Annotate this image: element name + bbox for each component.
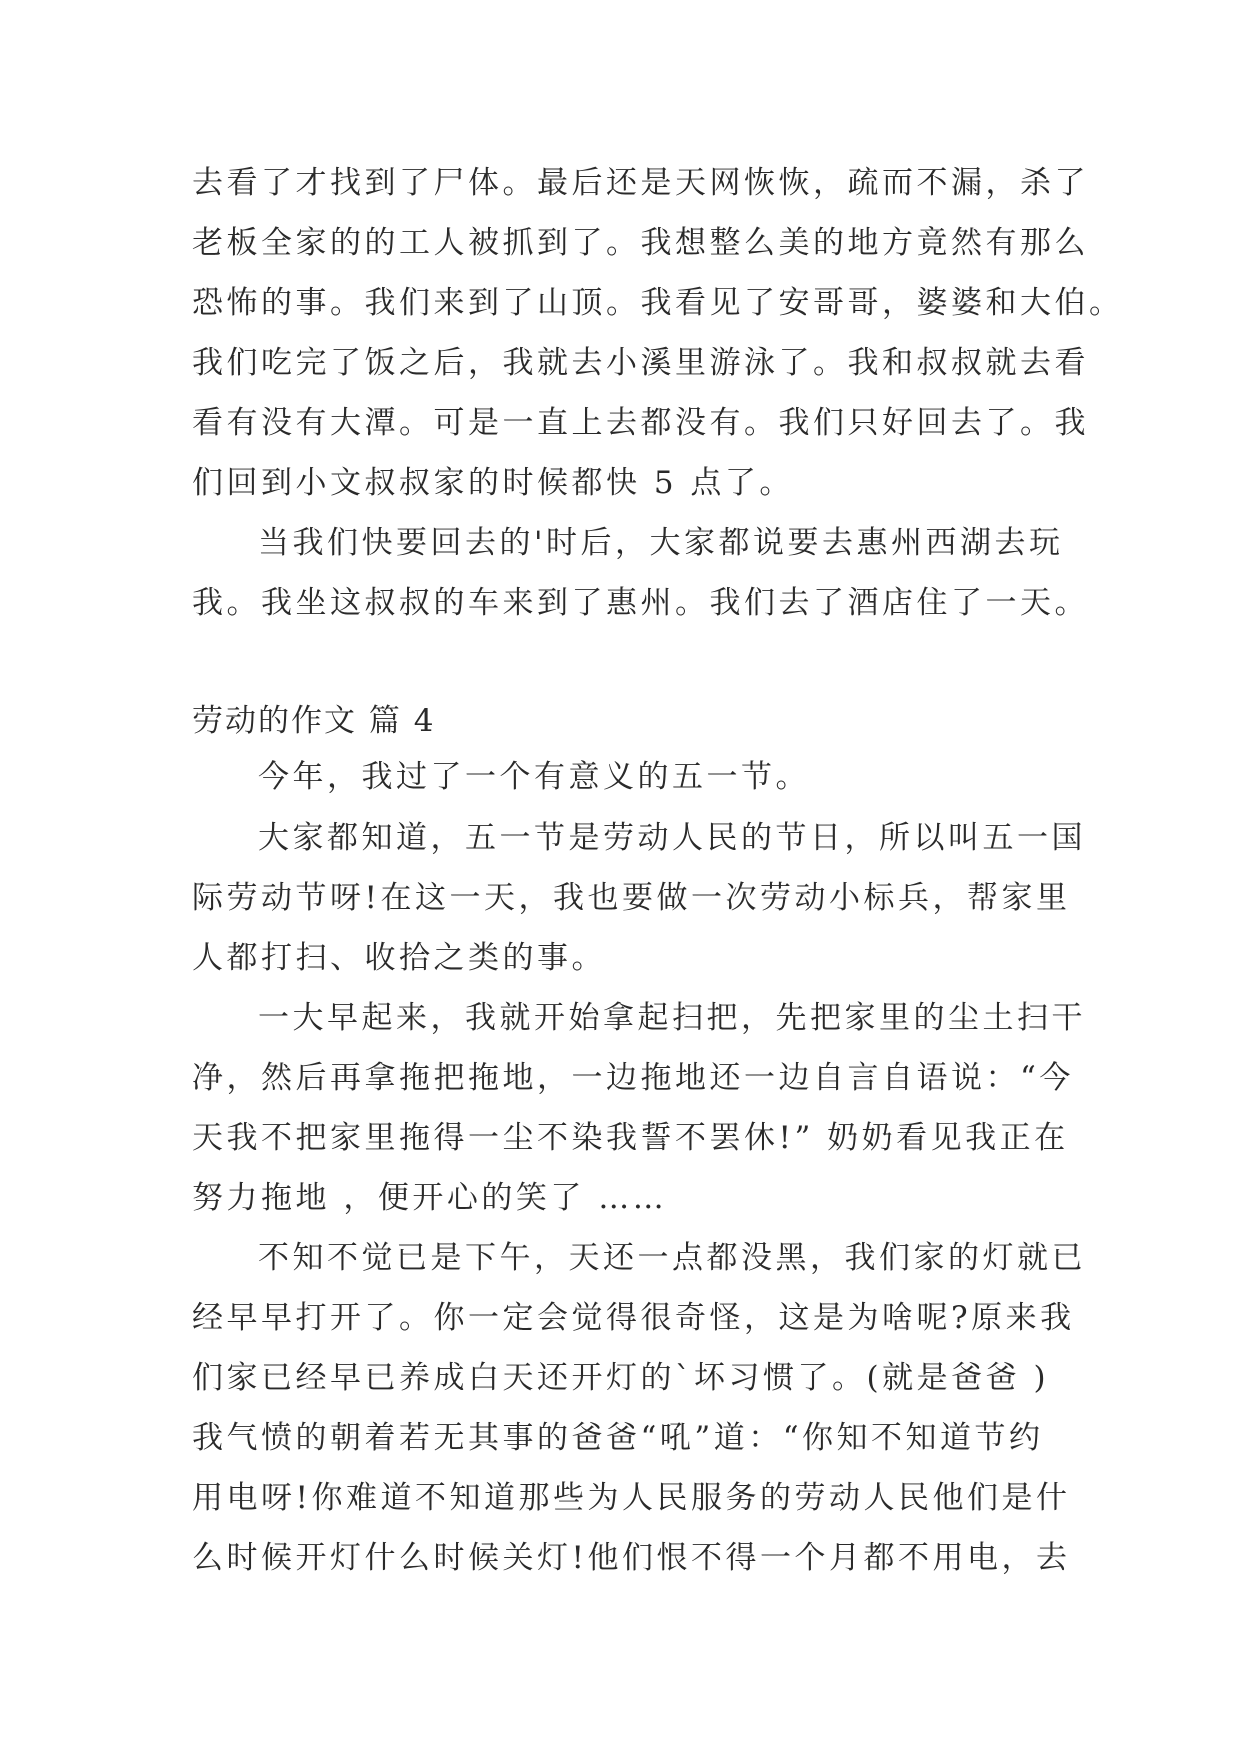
paragraph-line: 去看了才找到了尸体。最后还是天网恢恢，疏而不漏，杀了	[192, 165, 1089, 201]
paragraph-line: 努力拖地 ，便开心的笑了 ……	[192, 1180, 668, 1216]
paragraph-line: 看有没有大潭。可是一直上去都没有。我们只好回去了。我	[192, 405, 1089, 441]
paragraph-first-line: 不知不觉已是下午，天还一点都没黑，我们家的灯就已	[258, 1240, 1086, 1276]
paragraph-line: 恐怖的事。我们来到了山顶。我看见了安哥哥，婆婆和大伯。	[192, 285, 1124, 321]
paragraph-line: 人都打扫、收拾之类的事。	[192, 940, 606, 976]
paragraph-line: 我们吃完了饭之后，我就去小溪里游泳了。我和叔叔就去看	[192, 345, 1089, 381]
paragraph-line: 净，然后再拿拖把拖地，一边拖地还一边自言自语说：“今	[192, 1060, 1074, 1096]
paragraph-line: 际劳动节呀!在这一天，我也要做一次劳动小标兵，帮家里	[192, 880, 1071, 916]
paragraph-line: 么时候开灯什么时候关灯!他们恨不得一个月都不用电，去	[192, 1540, 1071, 1576]
paragraph-line: 们回到小文叔叔家的时候都快 5 点了。	[192, 465, 794, 501]
paragraph-first-line: 一大早起来，我就开始拿起扫把，先把家里的尘土扫干	[258, 1000, 1086, 1036]
paragraph-line: 经早早打开了。你一定会觉得很奇怪，这是为啥呢?原来我	[192, 1300, 1075, 1336]
paragraph-line: 我气愤的朝着若无其事的爸爸“吼”道：“你知不知道节约	[192, 1420, 1044, 1456]
paragraph-line: 我。我坐这叔叔的车来到了惠州。我们去了酒店住了一天。	[192, 585, 1089, 621]
paragraph-first-line: 大家都知道，五一节是劳动人民的节日，所以叫五一国	[258, 820, 1086, 856]
paragraph-line: 天我不把家里拖得一尘不染我誓不罢休!” 奶奶看见我正在	[192, 1120, 1069, 1156]
section-heading: 劳动的作文 篇 4	[192, 703, 436, 739]
paragraph-line: 用电呀!你难道不知道那些为人民服务的劳动人民他们是什	[192, 1480, 1071, 1516]
paragraph-first-line: 今年，我过了一个有意义的五一节。	[258, 759, 810, 795]
paragraph-first-line: 当我们快要回去的'时后，大家都说要去惠州西湖去玩	[258, 525, 1064, 561]
paragraph-line: 老板全家的的工人被抓到了。我想整么美的地方竟然有那么	[192, 225, 1089, 261]
paragraph-line: 们家已经早已养成白天还开灯的`坏习惯了。(就是爸爸 )	[192, 1360, 1050, 1396]
